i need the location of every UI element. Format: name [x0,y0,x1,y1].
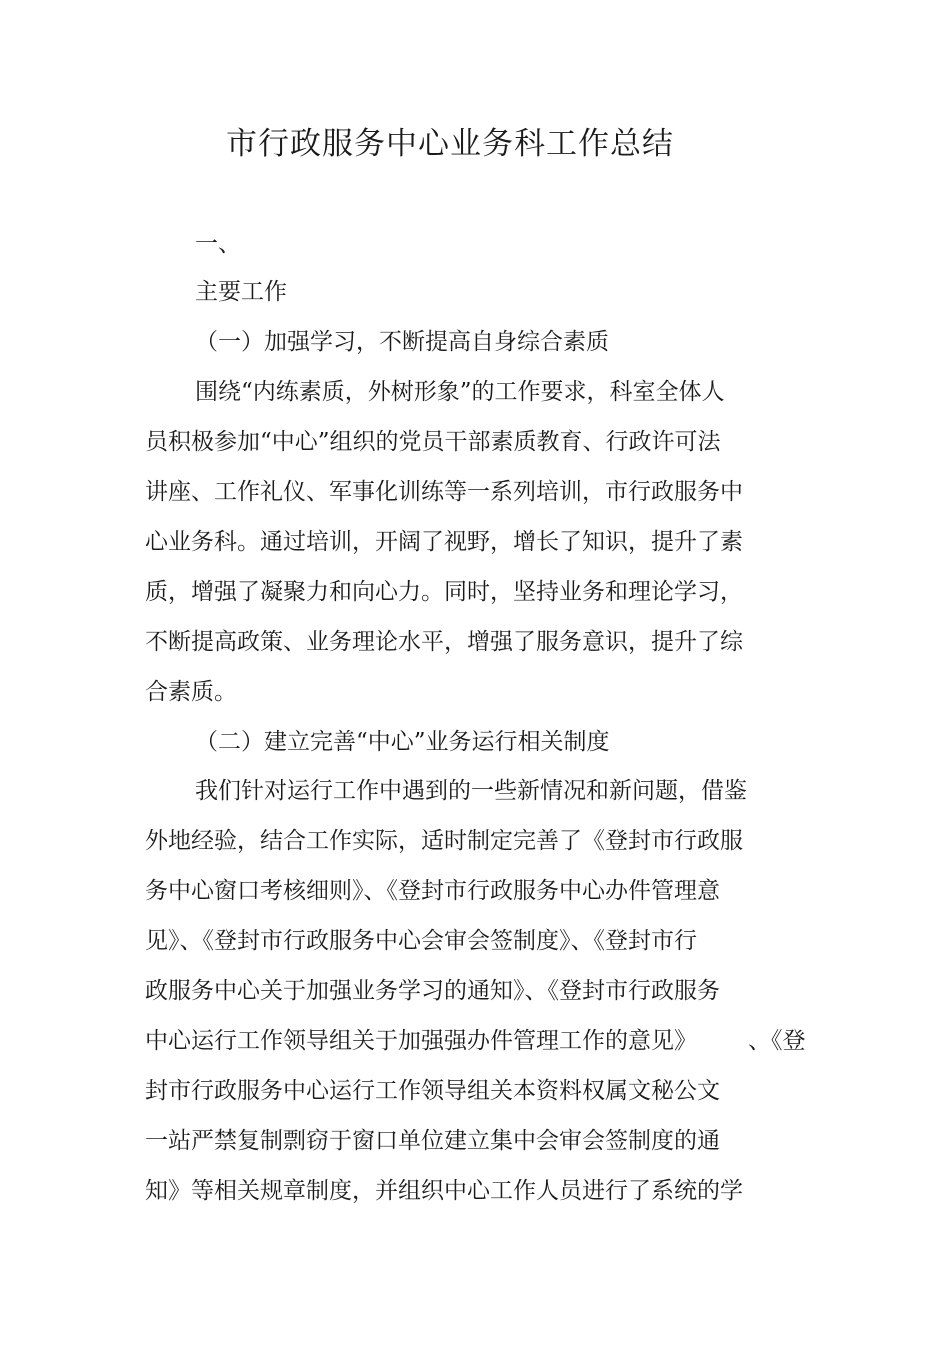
paragraph-line: 我们针对运行工作中遇到的一些新情况和新问题，借鉴 [195,778,747,804]
paragraph-line: 心业务科。通过培训，开阔了视野，增长了知识，提升了素 [145,529,743,555]
paragraph-line: 外地经验，结合工作实际，适时制定完善了《登封市行政服 [145,828,743,854]
paragraph-line: 务中心窗口考核细则》、《登封市行政服务中心办件管理意 [145,878,720,904]
paragraph-line: 中心运行工作领导组关于加强强办件管理工作的意见》 [145,1028,697,1054]
paragraph-line: 围绕“内练素质，外树形象”的工作要求，科室全体人 [195,379,725,405]
paragraph-line: 政服务中心关于加强业务学习的通知》、《登封市行政服务 [145,978,720,1004]
paragraph-line: 讲座、工作礼仪、军事化训练等一系列培训，市行政服务中 [145,479,743,505]
paragraph-line: 封市行政服务中心运行工作领导组关本资料权属文秘公文 [145,1078,720,1104]
subsection-heading-2: （二）建立完善“中心”业务运行相关制度 [195,729,610,755]
paragraph-line: 见》、《登封市行政服务中心会审会签制度》、《登封市行 [145,928,697,954]
paragraph-line-continuation: 、《登 [748,1028,806,1054]
section-number: 一、 [195,231,241,257]
paragraph-line: 不断提高政策、业务理论水平，增强了服务意识，提升了综 [145,629,743,655]
paragraph-line: 知》等相关规章制度，并组织中心工作人员进行了系统的学 [145,1178,743,1204]
paragraph-line: 一站严禁复制剽窃于窗口单位建立集中会审会签制度的通 [145,1128,720,1154]
document-title: 市行政服务中心业务科工作总结 [226,126,674,162]
paragraph-line: 质，增强了凝聚力和向心力。同时，坚持业务和理论学习， [145,579,743,605]
paragraph-line: 员积极参加“中心”组织的党员干部素质教育、行政许可法 [145,429,721,455]
section-heading: 主要工作 [195,279,287,305]
subsection-heading-1: （一）加强学习，不断提高自身综合素质 [195,329,609,355]
paragraph-line: 合素质。 [145,679,237,705]
